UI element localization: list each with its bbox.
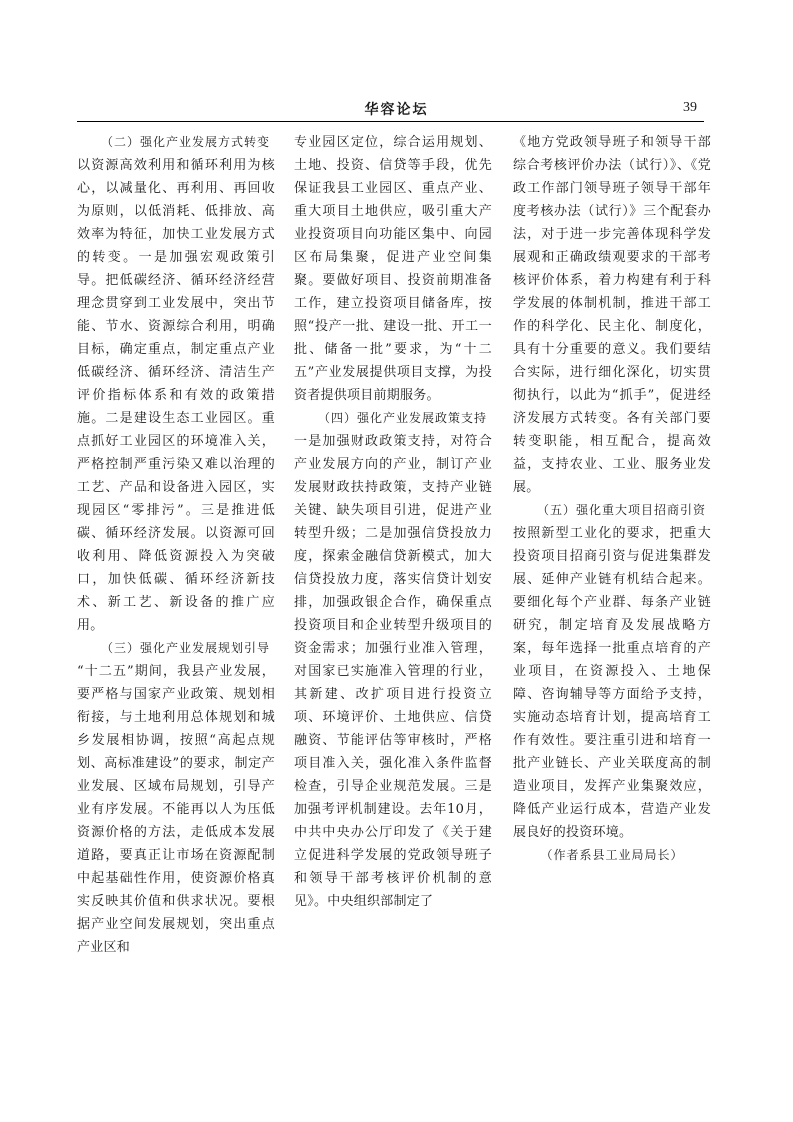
section-heading: （二）强化产业发展方式转变 — [101, 135, 271, 149]
section-heading: （五）强化重大项目招商引资 — [537, 503, 707, 517]
text-column-1 — [77, 131, 275, 959]
paragraph: 专业园区定位，综合运用规划、土地、投资、信贷等手段，优先保证我县工业园区、重点产业、重大项目土地供应，吸引重大产业投资项目向功能区集中、向园区布局集聚，促进产业空间集聚。要做好项目、投资前期准备工作，建立投资项目储备库，按照“投产一批、建设一批、开工一批、储备一批”要求，为“十二五”产业发展提供项目支撑，为投资者提供项目前期服务。 — [294, 135, 492, 403]
section-heading: （三）强化产业发展规划引导 — [101, 641, 271, 655]
paragraph: 《地方党政领导班子和领导干部综合考核评价办法（试行）》、《党政工作部门领导班子领导干部年度考核办法（试行）》三个配套办法，对于进一步完善体现科学发展观和正确政绩观要求的干部考核评价体系，着力构建有利于科学发展的体制机制，推进干部工作的科学化、民主化、制度化，具有十分重要的意义。我们要结合实际，进行细化深化，切实贯彻执行，以此为“抓手”，促进经济发展方式转变。各有关部门要转变职能，相互配合，提高效益，支持农业、工业、服务业发展。 — [513, 135, 711, 495]
paragraph: 以资源高效利用和循环利用为核心，以减量化、再利用、再回收为原则，以低消耗、低排放、高效率为特征，加快工业发展方式的转变。一是加强宏观政策引导。把低碳经济、循环经济经营理念贯穿到工业发展中，突出节能、节水、资源综合利用，明确目标，确定重点，制定重点产业低碳经济、循环经济、清洁生产评价指标体系和有效的政策措施。二是建设生态工业园区。重点抓好工业园区的环境准入关，严格控制严重污染又难以治理的工艺、产品和设备进入园区，实现园区“零排污”。三是推进低碳、循环经济发展。以资源可回收利用、降低资源投入为突破口，加快低碳、循环经济新技术、新工艺、新设备的推广应用。 — [77, 158, 275, 633]
page-number: 39 — [683, 100, 697, 115]
paragraph: 一是加强财政政策支持，对符合产业发展方向的产业，制订产业发展财政扶持政策，支持产业链关键、缺失项目引进，促进产业转型升级；二是加强信贷投放力度，探索金融信贷新模式，加大信贷投放力度，落实信贷计划安排，加强政银企合作，确保重点投资项目和企业转型升级项目的资金需求；加强行业准入管理，对国家已实施准入管理的行业，其新建、改扩项目进行投资立项、环境评价、土地供应、信贷融资、节能评估等审核时，严格项目准入关，强化准入条件监督检查，引导企业规范发展。三是加强考评机制建设。去年10月，中共中央办公厅印发了《关于建立促进科学发展的党政领导班子和领导干部考核评价机制的意见》。中央组织部制定了 — [294, 434, 492, 909]
paragraph: 按照新型工业化的要求，把重大投资项目招商引资与促进集群发展、延伸产业链有机结合起来。要细化每个产业群、每条产业链研究，制定培育及发展战略方案，每年选择一批重点培育的产业项目，在资源投入、土地保障、咨询辅导等方面给予支持，实施动态培育计划，提高培育工作有效性。要注重引进和培育一批产业链长、产业关联度高的制造业项目，发挥产业集聚效应，降低产业运行成本，营造产业发展良好的投资环境。 — [513, 526, 711, 840]
text-column-2 — [294, 131, 492, 913]
text-column-3 — [513, 131, 711, 867]
paragraph: “十二五”期间，我县产业发展，要严格与国家产业政策、规划相衔接，与土地利用总体规划和城乡发展相协调，按照“高起点规划、高标准建设”的要求，制定产业发展、区域布局规划，引导产业有序发展。不能再以人为压低资源价格的方法，走低成本发展道路，要真正让市场在资源配制中起基础性作用，使资源价格真实反映其价值和供求状况。要根据产业空间发展规划，突出重点产业区和 — [77, 664, 275, 955]
section-heading: （四）强化产业发展政策支持 — [318, 411, 488, 425]
journal-title: 华容论坛 — [364, 102, 429, 118]
author-note: （作者系县工业局局长） — [540, 848, 684, 862]
header-rule — [77, 121, 704, 122]
